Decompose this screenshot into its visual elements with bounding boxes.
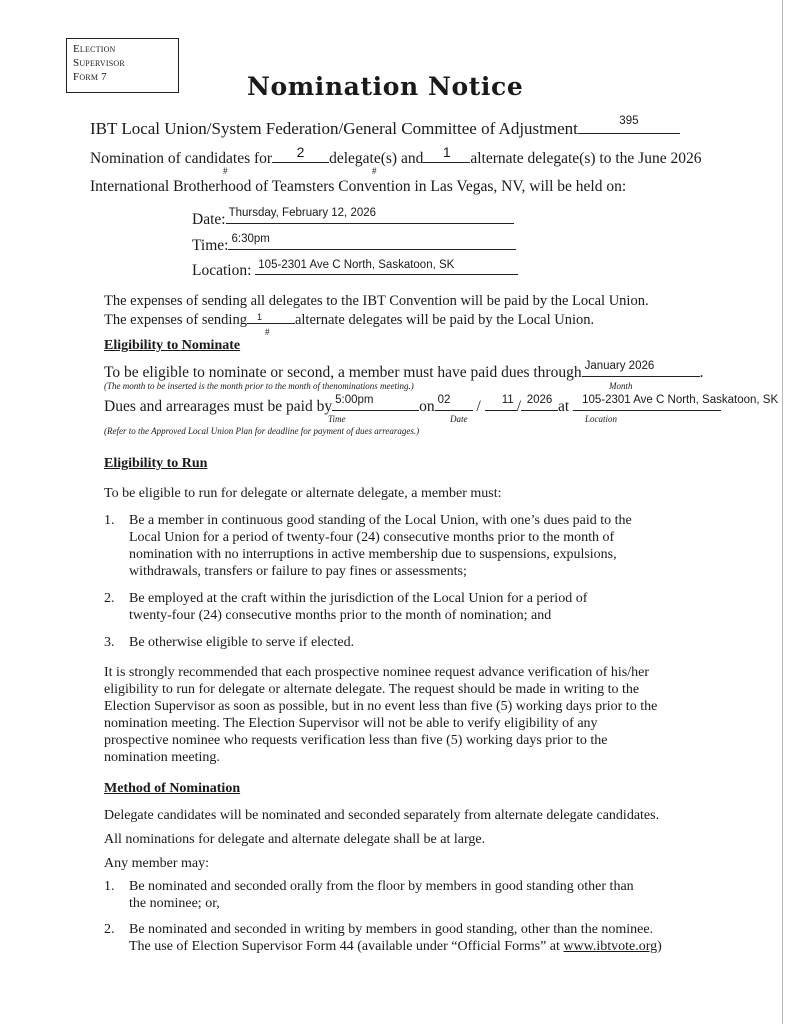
arrears-month-field[interactable] [435, 396, 473, 411]
method-line-1: Delegate candidates will be nominated and seconded separately from alternate delegate candidates. [104, 808, 660, 823]
scan-edge-line [782, 0, 783, 1024]
form-label-line: Supervisor [73, 57, 125, 69]
item-line: Be employed at the craft within the jurisdiction of the Local Union for a period of [129, 591, 588, 606]
item-line: Be a member in continuous good standing of the Local Union, with one’s dues paid to the [129, 513, 632, 528]
delegates-count: 2 [296, 144, 305, 160]
item-line: Be otherwise eligible to serve if elected. [129, 635, 355, 650]
hash-marker: # [223, 166, 228, 176]
date-label: Date: [192, 211, 226, 228]
method-line-3: Any member may: [104, 856, 209, 871]
item-text [129, 878, 634, 912]
item-number: 2. [104, 922, 115, 937]
arrears-prefix: Dues and arrearages must be paid by [104, 398, 333, 415]
eligibility-nominate-heading: Eligibility to Nominate [104, 338, 241, 353]
item-line: the nominee; or, [129, 896, 220, 911]
arrears-location: 105-2301 Ave C North, Saskatoon, SK [582, 394, 779, 406]
time-sublabel: Time [328, 414, 346, 424]
convention-line: International Brotherhood of Teamsters Convention in Las Vegas, NV, will be held on: [90, 178, 627, 195]
para-line: prospective nominee who requests verification less than five (5) working days prior to the [104, 733, 608, 748]
delegates-suffix: delegate(s) and [329, 150, 424, 167]
method-line-2: All nominations for delegate and alternate delegate shall be at large. [104, 832, 486, 847]
item-text [129, 634, 354, 651]
delegates-count-field[interactable] [272, 144, 329, 163]
nomination-line [90, 144, 702, 168]
item-number: 3. [104, 635, 115, 650]
form44-text: The use of Election Supervisor Form 44 (available under “Official Forms” at [129, 939, 564, 954]
method-item-2 [104, 921, 764, 957]
expenses-suffix: alternate delegates will be paid by the Local Union. [294, 312, 595, 328]
dues-prefix: To be eligible to nominate or second, a member must have paid dues through [104, 364, 582, 381]
page-title: Nomination Notice [247, 72, 524, 101]
local-union-number-field[interactable] [578, 117, 680, 134]
time-field[interactable] [228, 235, 516, 250]
date-field[interactable] [226, 209, 514, 224]
para-line: nomination meeting. [104, 750, 220, 765]
expenses-line-2 [104, 311, 594, 329]
dues-through-line [104, 362, 703, 382]
date-sublabel: Date [450, 414, 468, 424]
plan-note: (Refer to the Approved Local Union Plan for deadline for payment of dues arrearages.) [104, 426, 420, 436]
arrears-year-field[interactable] [521, 396, 558, 411]
ibtvote-link[interactable]: www.ibtvote.org [563, 939, 658, 954]
form-label-line: Election [73, 43, 116, 55]
date-slash: / [516, 398, 521, 415]
arrears-line [104, 394, 779, 416]
eligibility-run-intro: To be eligible to run for delegate or alternate delegate, a member must: [104, 486, 502, 501]
alternates-count: 1 [442, 144, 451, 160]
item-line: Local Union for a period of twenty-four (24) consecutive months prior to the month of [129, 530, 615, 545]
item-number: 2. [104, 591, 115, 606]
location-field[interactable] [255, 260, 518, 275]
arrears-time: 5:00pm [335, 394, 374, 406]
location-sublabel: Location [585, 414, 618, 424]
item-text [129, 921, 662, 955]
item-line: withdrawals, transfers or failure to pay fines or assessments; [129, 564, 467, 579]
local-union-label: IBT Local Union/System Federation/General Committee of Adjustment [90, 119, 578, 138]
eligibility-item-2 [104, 590, 724, 626]
alternates-count-field[interactable] [423, 144, 470, 163]
para-line: Election Supervisor as soon as possible, but in no event less than five (5) working days prior to the [104, 699, 658, 714]
arrears-day: 11 [501, 394, 514, 406]
eligibility-run-heading: Eligibility to Run [104, 456, 208, 471]
item-line: twenty-four (24) consecutive months prior to the month of nomination; and [129, 608, 552, 623]
month-label: Month [609, 381, 633, 391]
arrears-location-field[interactable] [573, 394, 779, 411]
location-label: Location: [192, 262, 252, 279]
local-union-line [90, 117, 680, 139]
expenses-line-1: The expenses of sending all delegates to the IBT Convention will be paid by the Local Union. [104, 293, 649, 309]
hash-marker: # [372, 166, 377, 176]
alternates-suffix: alternate delegate(s) to the June 2026 [470, 150, 702, 167]
para-line: It is strongly recommended that each prospective nominee request advance verification of his/her [104, 665, 650, 680]
arrears-day-field[interactable] [485, 396, 517, 411]
on-label: on [419, 398, 435, 415]
meeting-location-row [192, 260, 518, 280]
at-label: at [558, 398, 570, 415]
item-line: nomination with no interruptions in active membership due to suspensions, expulsions, [129, 547, 617, 562]
item-line: Be nominated and seconded orally from the floor by members in good standing other than [129, 879, 634, 894]
item-number: 1. [104, 513, 115, 528]
nomination-prefix: Nomination of candidates for [90, 150, 273, 167]
date-slash: / [476, 398, 481, 415]
alternates-paid: 1 [256, 312, 262, 322]
alternates-paid-field[interactable] [247, 311, 295, 324]
hash-marker: # [265, 327, 270, 337]
dues-month-field[interactable] [582, 362, 700, 377]
item-line [129, 938, 662, 955]
verification-recommendation [104, 664, 744, 766]
item-number: 1. [104, 879, 115, 894]
meeting-date-row [192, 209, 514, 229]
para-line: nomination meeting. The Election Supervisor will not be able to verify eligibility of any [104, 716, 598, 731]
location-value: 105-2301 Ave C North, Saskatoon, SK [258, 259, 455, 271]
meeting-time-row [192, 235, 516, 255]
eligibility-item-3 [104, 634, 724, 652]
time-value: 6:30pm [231, 233, 270, 245]
month-note: (The month to be inserted is the month prior to the month of thenominations meeting.) [104, 381, 414, 391]
expenses-prefix: The expenses of sending [104, 312, 247, 328]
local-union-number: 395 [619, 115, 639, 127]
method-heading: Method of Nomination [104, 781, 241, 796]
arrears-month: 02 [437, 394, 451, 406]
dues-month: January 2026 [584, 360, 655, 372]
item-text [129, 590, 587, 624]
time-label: Time: [192, 237, 229, 254]
arrears-time-field[interactable] [332, 396, 419, 411]
eligibility-item-1 [104, 512, 724, 582]
arrears-year: 2026 [526, 394, 553, 406]
date-value: Thursday, February 12, 2026 [228, 207, 377, 219]
method-item-1 [104, 878, 744, 914]
item-text [129, 512, 632, 580]
item-line: Be nominated and seconded in writing by members in good standing, other than the nominee. [129, 922, 654, 937]
dues-period: . [699, 364, 704, 381]
form-label-line: Form 7 [73, 71, 107, 83]
closing-paren: ) [657, 939, 662, 954]
form-label-box [66, 38, 179, 93]
para-line: eligibility to run for delegate or alternate delegate. The request should be made in writing to the [104, 682, 640, 697]
